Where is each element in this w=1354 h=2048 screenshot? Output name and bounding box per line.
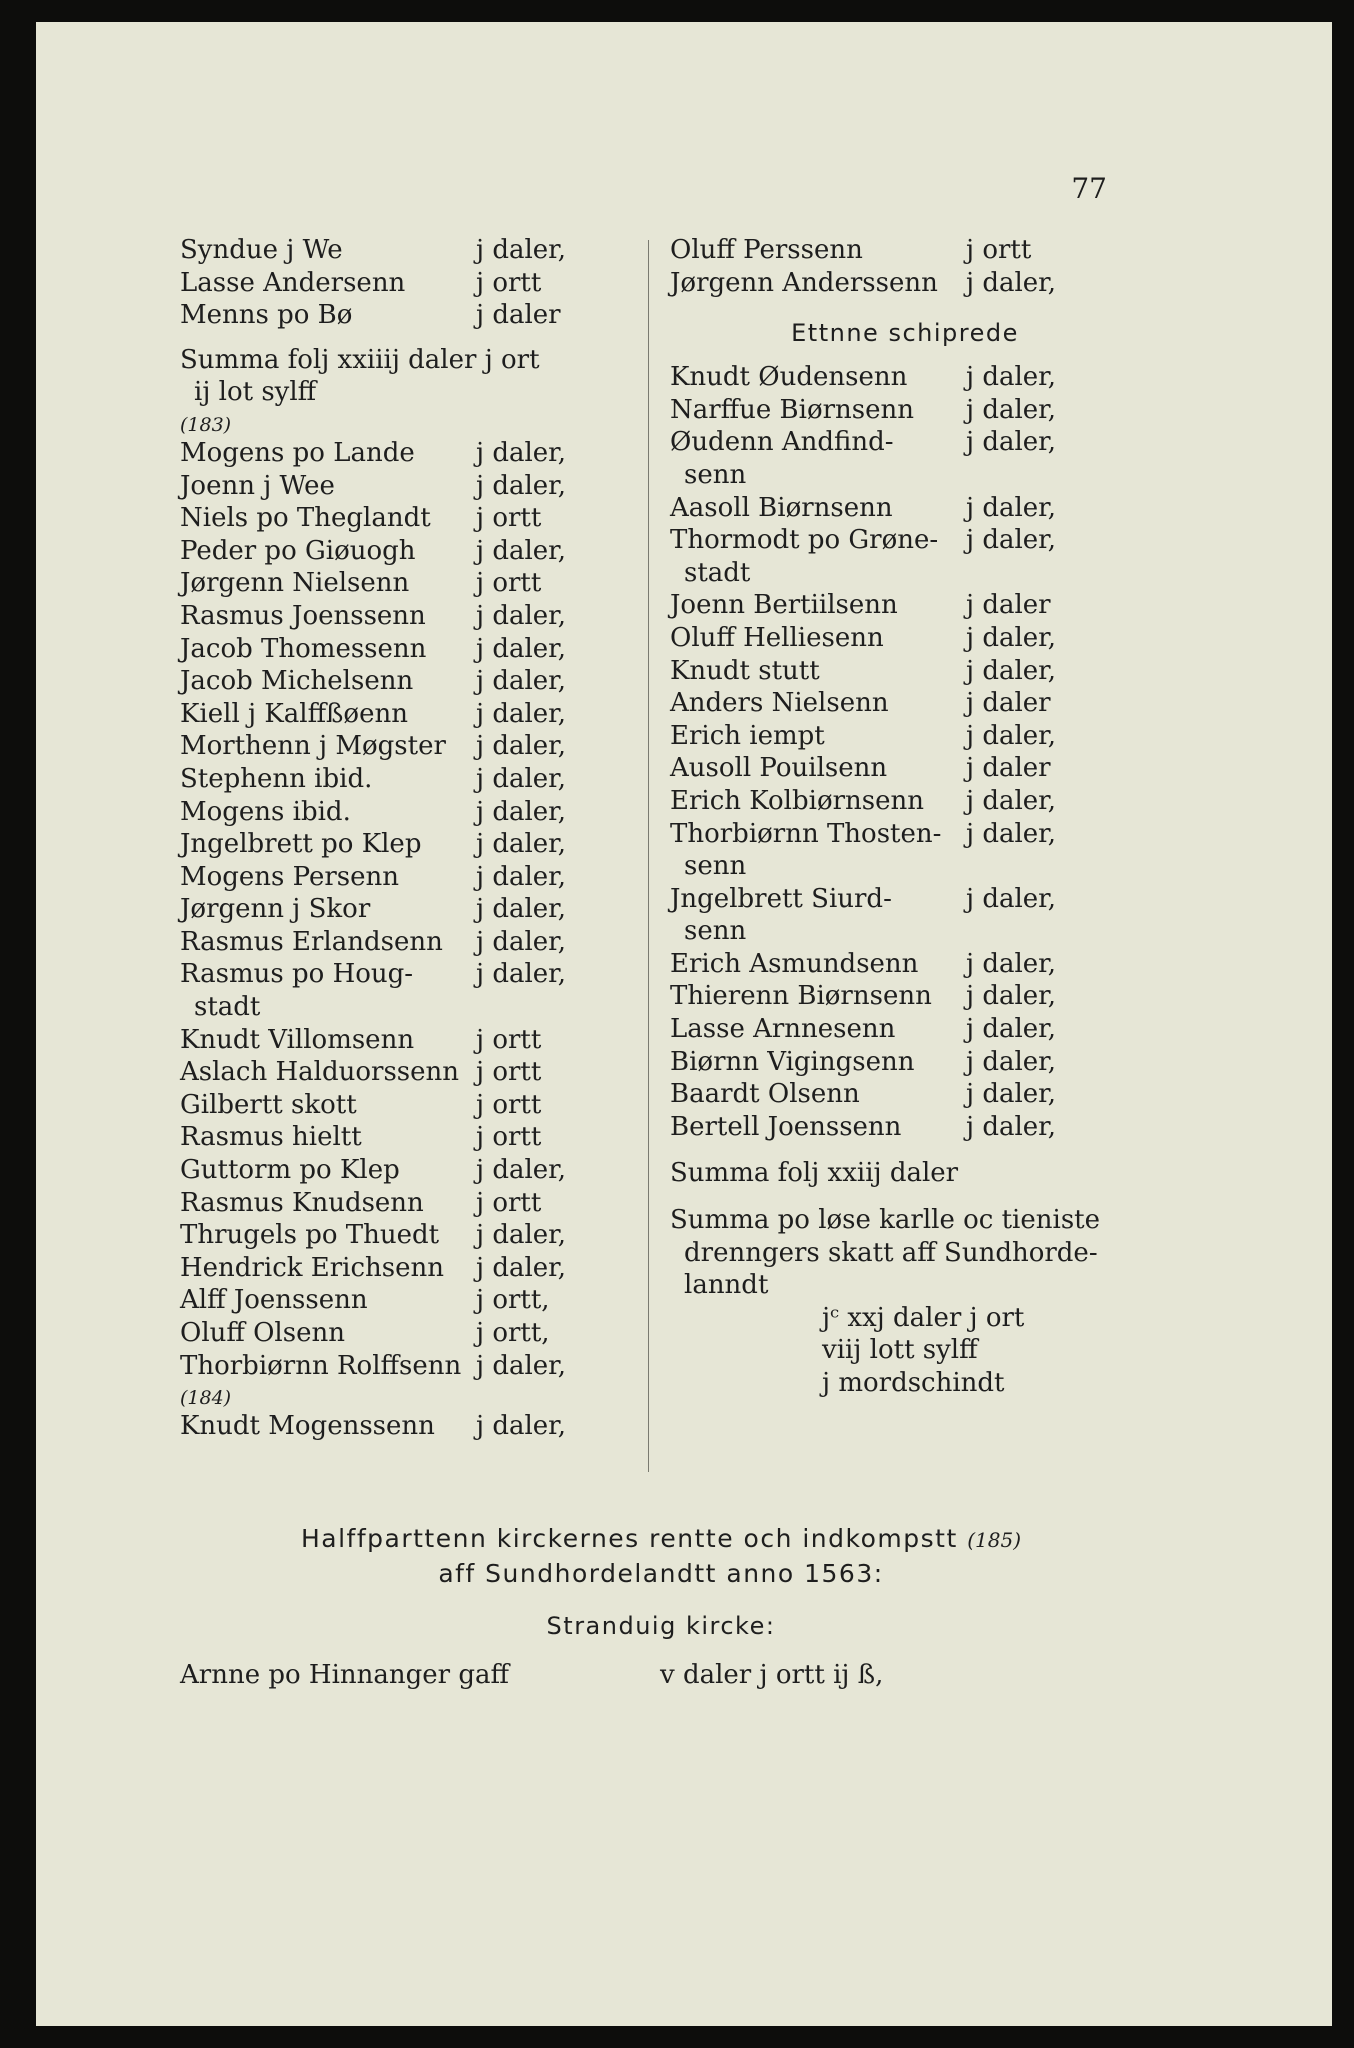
entry-name: Erich iempt	[670, 720, 825, 751]
list-item	[180, 502, 650, 535]
entry-amount: v daler j ortt ij ß,	[660, 1660, 884, 1690]
entry-name: Biørnn Vigingsenn	[670, 1046, 915, 1077]
entry-amount: j daler,	[966, 622, 1057, 653]
entry-name: Lasse Arnnesenn	[670, 1014, 896, 1045]
list-item	[180, 730, 650, 763]
entry-name: Rasmus Erlandsenn	[180, 926, 443, 957]
entry-amount: j daler	[966, 753, 1051, 784]
list-item	[670, 622, 1140, 655]
entry-amount: j daler,	[476, 437, 567, 468]
entry-amount: j daler,	[476, 959, 567, 990]
entry-name: Guttorm po Klep	[180, 1155, 400, 1186]
entry-name: Knudt stutt	[670, 655, 820, 686]
entry-amount: j daler,	[966, 720, 1057, 751]
entry-amount: j daler,	[966, 492, 1057, 523]
entry-amount: j daler,	[966, 525, 1057, 556]
list-item	[180, 893, 650, 926]
list-item	[180, 437, 650, 470]
entry-name: Thorbiørnn Thosten- senn	[670, 818, 942, 882]
entry-name: Joenn Bertiilsenn	[670, 590, 898, 621]
entry-name: Kiell j Kalffßøenn	[180, 698, 408, 729]
list-item	[180, 1219, 650, 1252]
list-item	[670, 818, 1140, 883]
entry-amount: j ortt	[476, 1057, 542, 1088]
list-item	[670, 361, 1140, 394]
list-item	[670, 883, 1140, 948]
summa-total-amount-1: jᶜ xxj daler j ort	[822, 1302, 1025, 1333]
entry-name: Lasse Andersenn	[180, 267, 406, 298]
list-item	[670, 980, 1140, 1013]
entry-amount: j ortt	[476, 1089, 542, 1120]
list-item	[670, 1078, 1140, 1111]
entry-amount: j daler,	[476, 894, 567, 925]
entry-name: Thierenn Biørnsenn	[670, 981, 932, 1012]
entry-name: Knudt Øudensenn	[670, 362, 908, 393]
list-item	[670, 267, 1140, 300]
entry-amount: j daler,	[966, 1079, 1057, 1110]
entry-name: Knudt Mogenssenn	[180, 1411, 435, 1442]
entry-amount: j daler,	[476, 829, 567, 860]
church-income-heading: Halffparttenn kirckernes rentte och indkompstt (185) aff Sundhordelandtt anno 1563:	[300, 1524, 1021, 1588]
entry-amount: j daler,	[966, 427, 1057, 458]
entry-name: Narffue Biørnsenn	[670, 394, 915, 425]
entry-amount: j daler,	[476, 926, 567, 957]
entry-name: Stephenn ibid.	[180, 763, 373, 794]
entry-amount: j daler,	[966, 1014, 1057, 1045]
list-item	[180, 633, 650, 666]
church-entry	[180, 1660, 884, 1690]
entry-name: Thormodt po Grøne- stadt	[670, 525, 939, 588]
list-item	[670, 492, 1140, 525]
entry-amount: j daler,	[966, 785, 1057, 816]
summa-total-amount-2: viij lott sylff	[822, 1335, 978, 1366]
entry-name: Erich Kolbiørnsenn	[670, 785, 924, 816]
entry-amount: j daler,	[476, 796, 567, 827]
entry-name: Mogens po Lande	[180, 437, 415, 468]
entry-amount: j daler,	[966, 883, 1057, 914]
list-item	[180, 1317, 650, 1350]
entry-amount: j ortt,	[476, 1285, 550, 1316]
entry-amount: j daler,	[966, 981, 1057, 1012]
list-item	[180, 763, 650, 796]
entry-name: Aasoll Biørnsenn	[670, 492, 893, 523]
summa-total-amount-3: j mordschindt	[822, 1368, 1005, 1398]
list-item	[180, 1154, 650, 1187]
entry-amount: j daler,	[476, 731, 567, 762]
entry-amount: j daler,	[476, 1252, 567, 1283]
entry-name: Hendrick Erichsenn	[180, 1252, 445, 1283]
entry-name: Morthenn j Møgster	[180, 731, 446, 762]
footnote-ref-183: (183)	[180, 413, 232, 436]
church-heading: Stranduig kircke:	[546, 1612, 776, 1640]
list-item	[180, 1024, 650, 1057]
entry-amount: j daler	[476, 300, 561, 331]
entry-amount: j daler,	[476, 633, 567, 664]
section-heading: Ettnne schiprede	[791, 319, 1019, 348]
entry-amount: j daler,	[476, 1155, 567, 1186]
entry-name: Peder po Giøuogh	[180, 535, 416, 566]
right-column	[670, 234, 1140, 1400]
entry-amount: j ortt,	[476, 1318, 550, 1348]
entry-name: Rasmus hieltt	[180, 1122, 362, 1153]
entry-amount: j daler,	[476, 861, 567, 892]
list-item	[180, 267, 650, 300]
list-item	[670, 720, 1140, 753]
entry-amount: j daler,	[476, 1220, 567, 1251]
entry-name: Knudt Villomsenn	[180, 1024, 415, 1055]
list-item	[180, 234, 650, 267]
entry-name: Menns po Bø	[180, 300, 353, 331]
list-item	[180, 861, 650, 894]
entry-name: Joenn j Wee	[180, 470, 335, 501]
entry-amount: j ortt	[476, 1187, 542, 1218]
entry-amount: j daler,	[966, 818, 1057, 849]
list-item	[670, 589, 1140, 622]
list-item	[670, 426, 1140, 491]
entry-name: Jørgenn Nielsenn	[180, 568, 410, 599]
entry-amount: j daler,	[966, 362, 1057, 393]
entry-name: Jacob Thomessenn	[180, 633, 427, 664]
list-item	[180, 1350, 650, 1383]
entry-amount: j ortt	[476, 267, 542, 298]
list-item	[670, 394, 1140, 427]
entry-name: Oluff Helliesenn	[670, 622, 884, 653]
entry-name: Mogens Persenn	[180, 861, 400, 892]
page-number: 77	[1071, 172, 1107, 205]
list-item	[180, 1056, 650, 1089]
entry-name: Niels po Theglandt	[180, 503, 431, 534]
entry-amount: j daler,	[476, 666, 567, 697]
list-item	[180, 796, 650, 829]
list-item	[180, 1187, 650, 1220]
entry-amount: j daler,	[476, 600, 567, 631]
list-item	[180, 535, 650, 568]
entry-name: Aslach Halduorssenn	[180, 1057, 460, 1088]
entry-amount: j ortt	[476, 503, 542, 534]
entry-amount: j ortt	[476, 1122, 542, 1153]
entry-name: Anders Nielsenn	[670, 688, 889, 719]
entry-name: Bertell Joenssenn	[670, 1111, 902, 1142]
entry-name: Syndue j We	[180, 235, 343, 265]
entry-amount: j daler,	[966, 948, 1057, 979]
entry-name: Ausoll Pouilsenn	[670, 753, 888, 784]
list-item	[180, 828, 650, 861]
entry-amount: j ortt	[476, 568, 542, 599]
entry-name: Gilbertt skott	[180, 1089, 357, 1120]
entry-name: Oluff Olsenn	[180, 1318, 345, 1348]
list-item	[670, 655, 1140, 688]
list-item	[670, 234, 1140, 267]
list-item	[180, 1410, 650, 1443]
entry-name: Alff Joenssenn	[180, 1285, 368, 1316]
entry-name: Øudenn Andfind- senn	[670, 427, 894, 490]
list-item	[180, 958, 650, 1023]
list-item	[670, 785, 1140, 818]
entry-name: Rasmus Knudsenn	[180, 1187, 424, 1218]
list-item	[180, 1089, 650, 1122]
list-item	[180, 1284, 650, 1317]
entry-amount: j ortt	[966, 235, 1032, 265]
summa-total: Summa po løse karlle oc tieniste drenngers skatt aff Sundhorde- lanndt	[670, 1205, 1100, 1301]
entry-amount: j daler,	[966, 1046, 1057, 1077]
list-item	[670, 948, 1140, 981]
entry-name: Baardt Olsenn	[670, 1079, 860, 1110]
entry-amount: j daler,	[476, 1350, 567, 1381]
list-item	[180, 600, 650, 633]
list-item	[180, 665, 650, 698]
list-item	[180, 1121, 650, 1154]
list-item	[180, 1252, 650, 1285]
left-column	[180, 234, 650, 1443]
entry-name: Jørgenn j Skor	[180, 894, 371, 925]
entry-amount: j daler,	[966, 267, 1057, 298]
document-page	[36, 22, 1332, 2026]
list-item	[180, 299, 650, 332]
entry-name: Thorbiørnn Rolffsenn	[180, 1350, 462, 1381]
entry-name: Thrugels po Thuedt	[180, 1220, 440, 1251]
entry-amount: j daler,	[476, 470, 567, 501]
right-summa: Summa folj xxiij daler	[670, 1158, 959, 1189]
entry-name: Rasmus Joenssenn	[180, 600, 426, 631]
entry-name: Jacob Michelsenn	[180, 666, 414, 697]
list-item	[670, 1013, 1140, 1046]
entry-name: Jngelbrett Siurd- senn	[670, 883, 892, 947]
list-item	[670, 1111, 1140, 1144]
entry-amount: j daler,	[476, 763, 567, 794]
entry-amount: j daler	[966, 590, 1051, 621]
footnote-ref-185: (185)	[967, 1528, 1021, 1552]
entry-amount: j daler,	[476, 1411, 567, 1442]
entry-amount: j daler,	[476, 698, 567, 729]
left-summa: Summa folj xxiiij daler j ort ij lot sylff	[180, 344, 540, 408]
entry-name: Oluff Perssenn	[670, 235, 863, 265]
entry-name: Jngelbrett po Klep	[180, 829, 422, 860]
list-item	[670, 1046, 1140, 1079]
entry-amount: j daler,	[966, 394, 1057, 425]
list-item	[180, 926, 650, 959]
entry-amount: j daler,	[476, 235, 567, 265]
entry-name: Jørgenn Anderssenn	[670, 267, 938, 298]
list-item	[670, 687, 1140, 720]
list-item	[180, 698, 650, 731]
entry-name: Mogens ibid.	[180, 796, 351, 827]
list-item	[180, 470, 650, 503]
entry-amount: j daler,	[476, 535, 567, 566]
entry-name: Rasmus po Houg- stadt	[180, 959, 414, 1023]
entry-amount: j ortt	[476, 1024, 542, 1055]
entry-name: Arnne po Hinnanger gaff	[180, 1660, 509, 1690]
entry-amount: j daler,	[966, 1111, 1057, 1142]
list-item	[180, 567, 650, 600]
entry-amount: j daler,	[966, 655, 1057, 686]
entry-amount: j daler	[966, 688, 1051, 719]
entry-name: Erich Asmundsenn	[670, 948, 919, 979]
list-item	[670, 524, 1140, 589]
footnote-ref-184: (184)	[180, 1387, 232, 1410]
list-item	[670, 752, 1140, 785]
